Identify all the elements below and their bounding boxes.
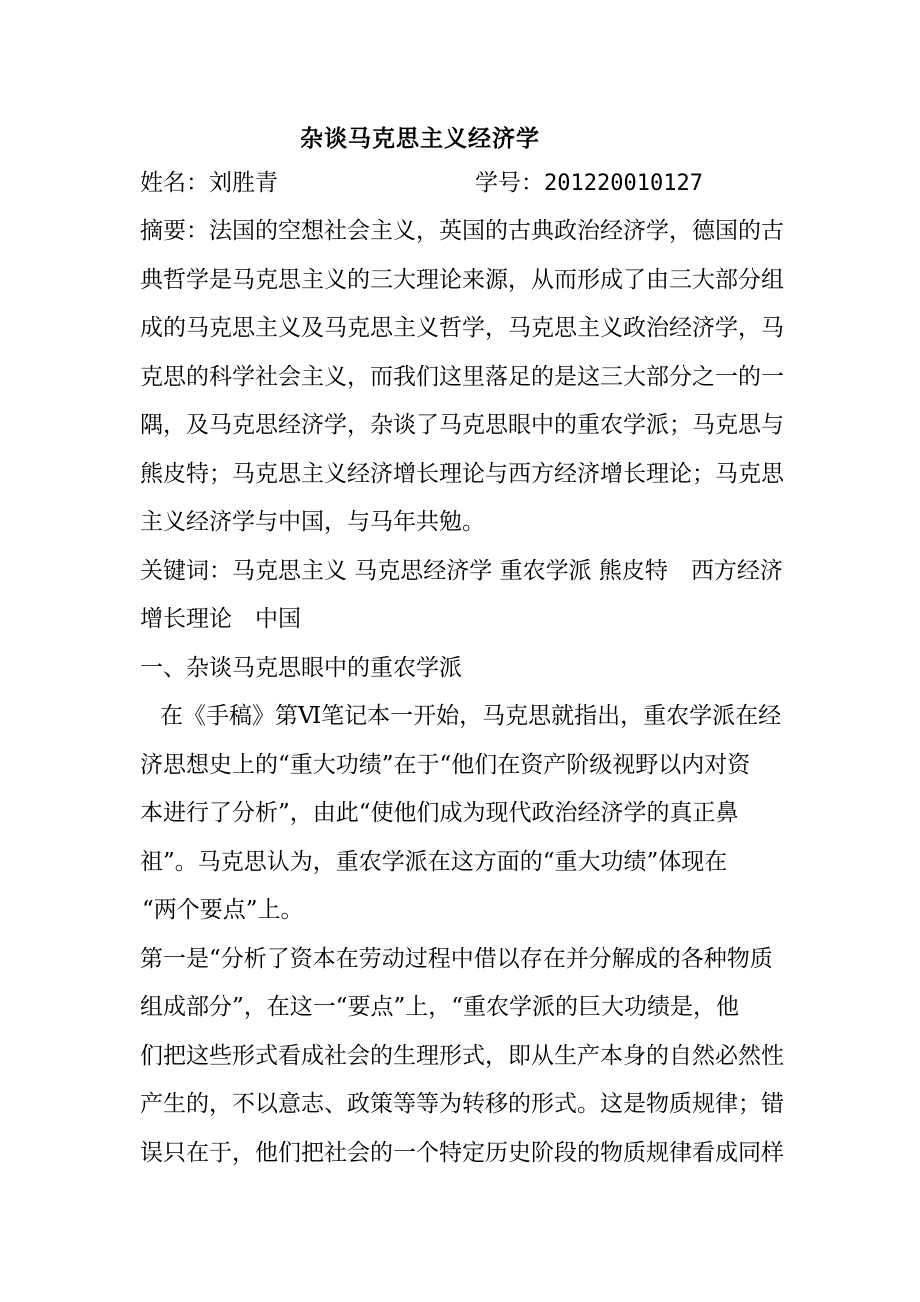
abstract-line: 克思的科学社会主义，而我们这里落足的是这三大部分之一的一	[140, 364, 784, 390]
body-line: 们把这些形式看成社会的生理形式，即从生产本身的自然必然性	[140, 1043, 784, 1069]
student-id-label: 学号：	[475, 170, 544, 196]
section-heading: 一、杂谈马克思眼中的重农学派	[140, 655, 462, 681]
keywords-line: 增长理论 中国	[140, 606, 301, 632]
author-name: 姓名：刘胜青	[140, 170, 278, 196]
body-line: “两个要点”上。	[142, 897, 304, 923]
student-id-value: 201220010127	[544, 171, 703, 196]
body-line: 祖”。马克思认为，重农学派在这方面的“重大功绩”体现在	[140, 849, 728, 875]
body-line: 产生的，不以意志、政策等等为转移的形式。这是物质规律；错	[140, 1091, 784, 1117]
body-line: 在《手稿》第Ⅵ笔记本一开始，马克思就指出，重农学派在经	[160, 703, 782, 729]
abstract-line: 熊皮特；马克思主义经济增长理论与西方经济增长理论；马克思	[140, 461, 784, 487]
body-line: 第一是“分析了资本在劳动过程中借以存在并分解成的各种物质	[140, 946, 773, 972]
document-title: 杂谈马克思主义经济学	[300, 125, 540, 152]
author-line	[140, 168, 780, 198]
student-id	[475, 168, 703, 199]
abstract-line: 隅，及马克思经济学，杂谈了马克思眼中的重农学派；马克思与	[140, 412, 784, 438]
abstract-line: 典哲学是马克思主义的三大理论来源，从而形成了由三大部分组	[140, 267, 784, 293]
body-line: 组成部分”，在这一“要点”上，“重农学派的巨大功绩是，他	[140, 994, 740, 1020]
keywords-line: 关键词：马克思主义 马克思经济学 重农学派 熊皮特 西方经济	[140, 558, 783, 584]
body-line: 济思想史上的“重大功绩”在于“他们在资产阶级视野以内对资	[140, 752, 751, 778]
abstract-line: 主义经济学与中国，与马年共勉。	[140, 509, 485, 535]
body-line: 本进行了分析”，由此“使他们成为现代政治经济学的真正鼻	[140, 800, 739, 826]
body-line: 误只在于，他们把社会的一个特定历史阶段的物质规律看成同样	[140, 1140, 784, 1166]
abstract-line: 摘要：法国的空想社会主义，英国的古典政治经济学，德国的古	[140, 218, 784, 244]
abstract-line: 成的马克思主义及马克思主义哲学，马克思主义政治经济学，马	[140, 315, 784, 341]
